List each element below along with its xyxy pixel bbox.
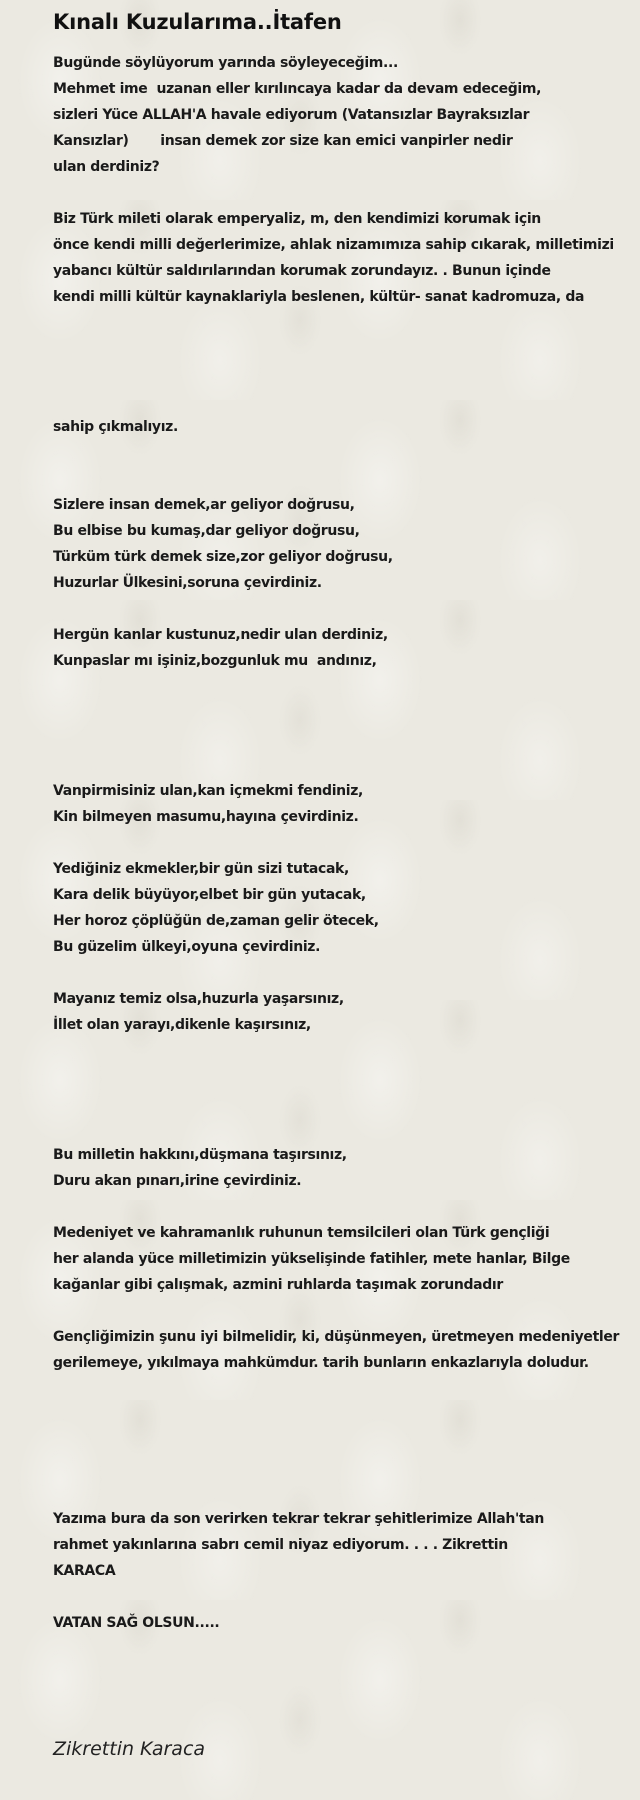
blank-line xyxy=(53,674,638,700)
poem-line: KARACA xyxy=(53,1563,116,1579)
blank-line xyxy=(53,1376,638,1402)
blank-line xyxy=(53,1480,638,1506)
poem-line: Bu güzelim ülkeyi,oyuna çevirdiniz. xyxy=(53,939,321,955)
blank-line xyxy=(53,752,638,778)
poem-line: sizleri Yüce ALLAH'A havale ediyorum (Vatansızlar Bayraksızlar xyxy=(53,107,530,123)
poem-line: ulan derdiniz? xyxy=(53,159,160,175)
poem-line: Vanpirmisiniz ulan,kan içmekmi fendiniz, xyxy=(53,783,363,799)
blank-line xyxy=(53,960,638,986)
poem-title: Kınalı Kuzularıma..İtafen xyxy=(53,10,342,34)
blank-line xyxy=(53,1428,638,1454)
poem-line: VATAN SAĞ OLSUN..... xyxy=(53,1615,220,1631)
blank-line xyxy=(53,1298,638,1324)
blank-line xyxy=(53,1402,638,1428)
blank-line xyxy=(53,1194,638,1220)
poem-line: sahip çıkmalıyız. xyxy=(53,419,178,435)
poem-body xyxy=(53,50,638,1636)
blank-line xyxy=(53,1584,638,1610)
blank-line xyxy=(53,1038,638,1064)
poem-line: İllet olan yarayı,dikenle kaşırsınız, xyxy=(53,1017,311,1033)
poem-line: Bu elbise bu kumaş,dar geliyor doğrusu, xyxy=(53,523,360,539)
blank-line xyxy=(53,596,638,622)
poem-line: her alanda yüce milletimizin yükselişinde fatihler, mete hanlar, Bilge xyxy=(53,1251,570,1267)
blank-line xyxy=(53,336,638,362)
poem-line: gerilemeye, yıkılmaya mahkümdur. tarih bunların enkazlarıyla doludur. xyxy=(53,1355,589,1371)
blank-line xyxy=(53,466,638,492)
poem-line: Mayanız temiz olsa,huzurla yaşarsınız, xyxy=(53,991,344,1007)
blank-line xyxy=(53,180,638,206)
poem-line: kendi milli kültür kaynaklariyla beslenen, kültür- sanat kadromuza, da xyxy=(53,289,585,305)
blank-line xyxy=(53,700,638,726)
poem-line: Bugünde söylüyorum yarında söyleyeceğim... xyxy=(53,55,398,71)
blank-line xyxy=(53,1116,638,1142)
poem-line: Kin bilmeyen masumu,hayına çevirdiniz. xyxy=(53,809,359,825)
poem-line: Huzurlar Ülkesini,soruna çevirdiniz. xyxy=(53,575,322,591)
poem-line: Türküm türk demek size,zor geliyor doğrusu, xyxy=(53,549,393,565)
poem-line: Yediğiniz ekmekler,bir gün sizi tutacak, xyxy=(53,861,349,877)
blank-line xyxy=(53,1064,638,1090)
poem-line: Medeniyet ve kahramanlık ruhunun temsilcileri olan Türk gençliği xyxy=(53,1225,550,1241)
poem-line: Kunpaslar mı işiniz,bozgunluk mu andınız, xyxy=(53,653,377,669)
poem-line: kağanlar gibi çalışmak, azmini ruhlarda taşımak zorundadır xyxy=(53,1277,503,1293)
poem-line: Sizlere insan demek,ar geliyor doğrusu, xyxy=(53,497,355,513)
poem-line: Yazıma bura da son verirken tekrar tekrar şehitlerimize Allah'tan xyxy=(53,1511,544,1527)
blank-line xyxy=(53,726,638,752)
poem-line: Hergün kanlar kustunuz,nedir ulan derdiniz, xyxy=(53,627,388,643)
poem-line: rahmet yakınlarına sabrı cemil niyaz ediyorum. . . . Zikrettin xyxy=(53,1537,508,1553)
poem-line: Bu milletin hakkını,düşmana taşırsınız, xyxy=(53,1147,347,1163)
poem-line: Her horoz çöplüğün de,zaman gelir ötecek, xyxy=(53,913,379,929)
poem-line: Duru akan pınarı,irine çevirdiniz. xyxy=(53,1173,302,1189)
poem-line: Gençliğimizin şunu iyi bilmelidir, ki, düşünmeyen, üretmeyen medeniyetler xyxy=(53,1329,620,1345)
poem-line: önce kendi milli değerlerimize, ahlak nizamımıza sahip cıkarak, milletimizi xyxy=(53,237,614,253)
blank-line xyxy=(53,310,638,336)
blank-line xyxy=(53,440,638,466)
poem-line: Mehmet ime uzanan eller kırılıncaya kadar da devam edeceğim, xyxy=(53,81,542,97)
blank-line xyxy=(53,1090,638,1116)
blank-line xyxy=(53,830,638,856)
blank-line xyxy=(53,1454,638,1480)
poem-line: Kara delik büyüyor,elbet bir gün yutacak, xyxy=(53,887,366,903)
poem-line: Kansızlar) insan demek zor size kan emici vanpirler nedir xyxy=(53,133,513,149)
blank-line xyxy=(53,362,638,388)
blank-line xyxy=(53,388,638,414)
poem-line: yabancı kültür saldırılarından korumak zorundayız. . Bunun içinde xyxy=(53,263,551,279)
poem-line: Biz Türk mileti olarak emperyaliz, m, den kendimizi korumak için xyxy=(53,211,541,227)
author-name: Zikrettin Karaca xyxy=(53,1738,206,1760)
